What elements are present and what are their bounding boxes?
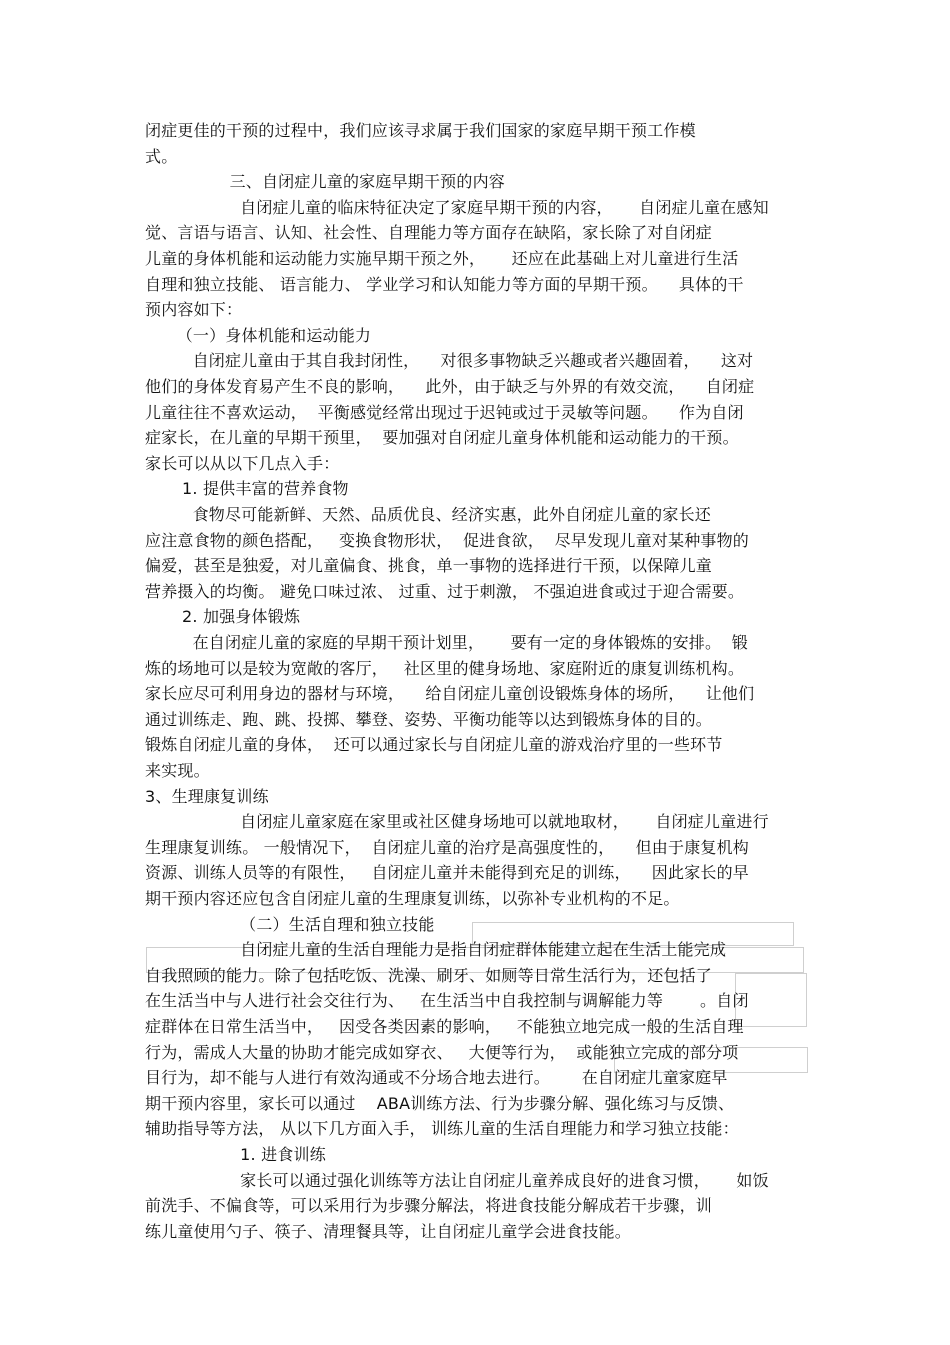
text-line: 前洗手、不偏食等，可以采用行为步骤分解法，将进食技能分解成若干步骤，训 bbox=[145, 1196, 713, 1216]
text-line: 炼的场地可以是较为宽敞的客厅， 社区里的健身场地、家庭附近的康复训练机构。 bbox=[145, 658, 745, 678]
text-line: 偏爱，甚至是独爱，对儿童偏食、挑食，单一事物的选择进行干预，以保障儿童 bbox=[145, 556, 713, 576]
text-line: 闭症更佳的干预的过程中，我们应该寻求属于我们国家的家庭早期干预工作模 bbox=[145, 121, 696, 140]
text-line: 期干预内容里，家长可以通过 ABA训练方法、行为步骤分解、强化练习与反馈、 bbox=[145, 1093, 735, 1113]
text-line: 家长可以从以下几点入手： bbox=[145, 453, 340, 473]
text-line: 1. 进食训练 bbox=[145, 1145, 326, 1164]
text-line: 行为，需成人大量的协助才能完成如穿衣、 大便等行为， 或能独立完成的部分项 bbox=[145, 1042, 739, 1062]
text-line: 辅助指导等方法， 从以下几方面入手， 训练儿童的生活自理能力和学习独立技能： bbox=[145, 1119, 739, 1139]
text-line: 自我照顾的能力。除了包括吃饭、洗澡、刷牙、如厕等日常生活行为，还包括了 bbox=[145, 965, 713, 985]
text-line: 在生活当中与人进行社会交往行为、 在生活当中自我控制与调解能力等 。自闭 bbox=[145, 991, 749, 1011]
text-line: 他们的身体发育易产生不良的影响， 此外，由于缺乏与外界的有效交流， 自闭症 bbox=[145, 377, 755, 396]
text-line: 三、自闭症儿童的家庭早期干预的内容 bbox=[145, 172, 505, 192]
text-line: 应注意食物的颜色搭配， 变换食物形状， 促进食欲， 尽早发现儿童对某种事物的 bbox=[145, 530, 750, 550]
text-line: （一）身体机能和运动能力 bbox=[145, 325, 372, 345]
text-line: 家长应尽可利用身边的器材与环境， 给自闭症儿童创设锻炼身体的场所， 让他们 bbox=[145, 684, 755, 704]
text-line: 自闭症儿童家庭在家里或社区健身场地可以就地取材， 自闭症儿童进行 bbox=[145, 812, 769, 832]
text-line: 在自闭症儿童的家庭的早期干预计划里， 要有一定的身体锻炼的安排。 锻 bbox=[145, 633, 748, 652]
text-line: 症群体在日常生活当中， 因受各类因素的影响， 不能独立地完成一般的生活自理 bbox=[145, 1017, 744, 1036]
text-line: 练儿童使用勺子、筷子、清理餐具等，让自闭症儿童学会进食技能。 bbox=[145, 1221, 632, 1241]
text-line: 儿童往往不喜欢运动， 平衡感觉经常出现过于迟钝或过于灵敏等问题。 作为自闭 bbox=[145, 402, 744, 422]
text-line: 自闭症儿童的生活自理能力是指自闭症群体能建立起在生活上能完成 bbox=[145, 940, 727, 960]
text-line: 3、生理康复训练 bbox=[145, 786, 269, 806]
text-line: 家长可以通过强化训练等方法让自闭症儿童养成良好的进食习惯， 如饭 bbox=[145, 1170, 769, 1190]
text-line: 营养摄入的均衡。 避免口味过浓、 过重、过于刺激， 不强迫进食或过于迎合需要。 bbox=[145, 581, 745, 601]
text-line: 1. 提供丰富的营养食物 bbox=[145, 479, 349, 499]
text-line: 觉、言语与语言、认知、社会性、自理能力等方面存在缺陷，家长除了对自闭症 bbox=[145, 223, 713, 243]
text-line: 来实现。 bbox=[145, 761, 210, 780]
text-line: 自闭症儿童由于其自我封闭性， 对很多事物缺乏兴趣或者兴趣固着， 这对 bbox=[145, 351, 754, 371]
text-line: （二）生活自理和独立技能 bbox=[145, 914, 435, 934]
text-line: 食物尽可能新鲜、天然、品质优良、经济实惠，此外自闭症儿童的家长还 bbox=[145, 505, 711, 524]
text-line: 期干预内容还应包含自闭症儿童的生理康复训练，以弥补专业机构的不足。 bbox=[145, 889, 680, 908]
text-line: 自理和独立技能、 语言能力、 学业学习和认知能力等方面的早期干预。 具体的干 bbox=[145, 274, 744, 294]
text-line: 目行为，却不能与人进行有效沟通或不分场合地去进行。 在自闭症儿童家庭早 bbox=[145, 1068, 728, 1088]
text-line: 锻炼自闭症儿童的身体， 还可以通过家长与自闭症儿童的游戏治疗里的一些环节 bbox=[145, 735, 723, 755]
text-line: 通过训练走、跑、跳、投掷、攀登、姿势、平衡功能等以达到锻炼身体的目的。 bbox=[145, 709, 713, 729]
text-line: 自闭症儿童的临床特征决定了家庭早期干预的内容， 自闭症儿童在感知 bbox=[145, 197, 769, 217]
text-line: 症家长，在儿童的早期干预里， 要加强对自闭症儿童身体机能和运动能力的干预。 bbox=[145, 428, 739, 448]
text-line: 式。 bbox=[145, 146, 178, 166]
text-line: 生理康复训练。 一般情况下， 自闭症儿童的治疗是高强度性的， 但由于康复机构 bbox=[145, 837, 750, 857]
text-line: 2. 加强身体锻炼 bbox=[145, 607, 301, 627]
text-line: 儿童的身体机能和运动能力实施早期干预之外， 还应在此基础上对儿童进行生活 bbox=[145, 249, 739, 268]
text-line: 资源、训练人员等的有限性， 自闭症儿童并未能得到充足的训练， 因此家长的早 bbox=[145, 863, 750, 883]
text-line: 预内容如下： bbox=[145, 300, 243, 320]
